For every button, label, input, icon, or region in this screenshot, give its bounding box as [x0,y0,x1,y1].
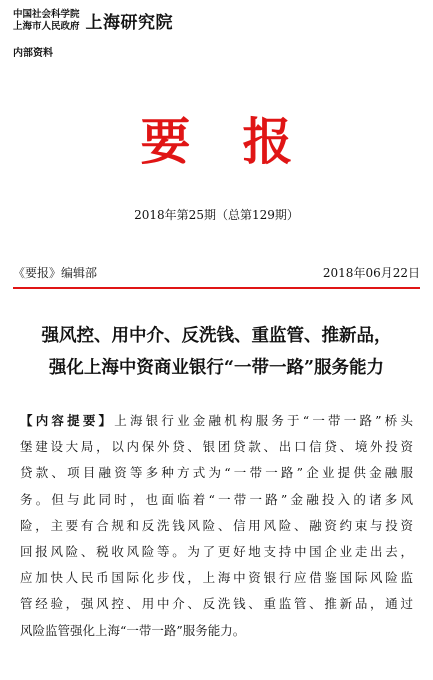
summary-line: 贷款、项目融资等多种方式为“一带一路”企业提供金融服 [20,465,413,481]
summary-label: 【内容提要】 [20,413,115,428]
document-header [13,8,173,33]
organization-names [13,9,80,33]
summary-line: 管经验，强风控、用中介、反洗钱、重监管、推新品，通过 [20,596,413,612]
title-line: 强化上海中资商业银行“一带一路”服务能力 [48,358,385,378]
masthead-title: 要报 [140,112,345,171]
summary-line [20,408,413,434]
org-name-cass: 中国社会科学院 [13,8,80,20]
summary-line: 险，主要有合规和反洗钱风险、信用风险、融资约束与投资 [20,517,413,533]
summary-line: 应加快人民币国际化步伐，上海中资银行应借鉴国际风险监 [20,570,413,586]
internal-label: 内部资料 [13,48,53,59]
summary-line: 回报风险、税收风险等。为了更好地支持中国企业走出去， [20,544,413,560]
meta-row [13,264,420,281]
issue-number: 2018年第25期（总第129期） [134,208,299,222]
summary-line: 堡建设大局，以内保外贷、银团贷款、出口信贷、境外投资 [20,439,413,455]
article-title [0,320,433,384]
summary-line: 风险监管强化上海“一带一路”服务能力。 [20,622,246,638]
institute-name: 上海研究院 [85,13,174,33]
publish-date: 2018年06月22日 [322,266,420,280]
org-name-shanghai-gov: 上海市人民政府 [13,20,80,32]
title-line: 强风控、用中介、反洗钱、重监管、推新品， [41,326,392,346]
red-divider [13,287,420,289]
editor-label: 《要报》编辑部 [13,266,98,280]
summary-paragraph [20,408,413,644]
summary-line: 务。但与此同时，也面临着“一带一路”金融投入的诸多风 [20,491,413,507]
summary-text: 上海银行业金融机构服务于“一带一路”桥头 [114,413,413,428]
